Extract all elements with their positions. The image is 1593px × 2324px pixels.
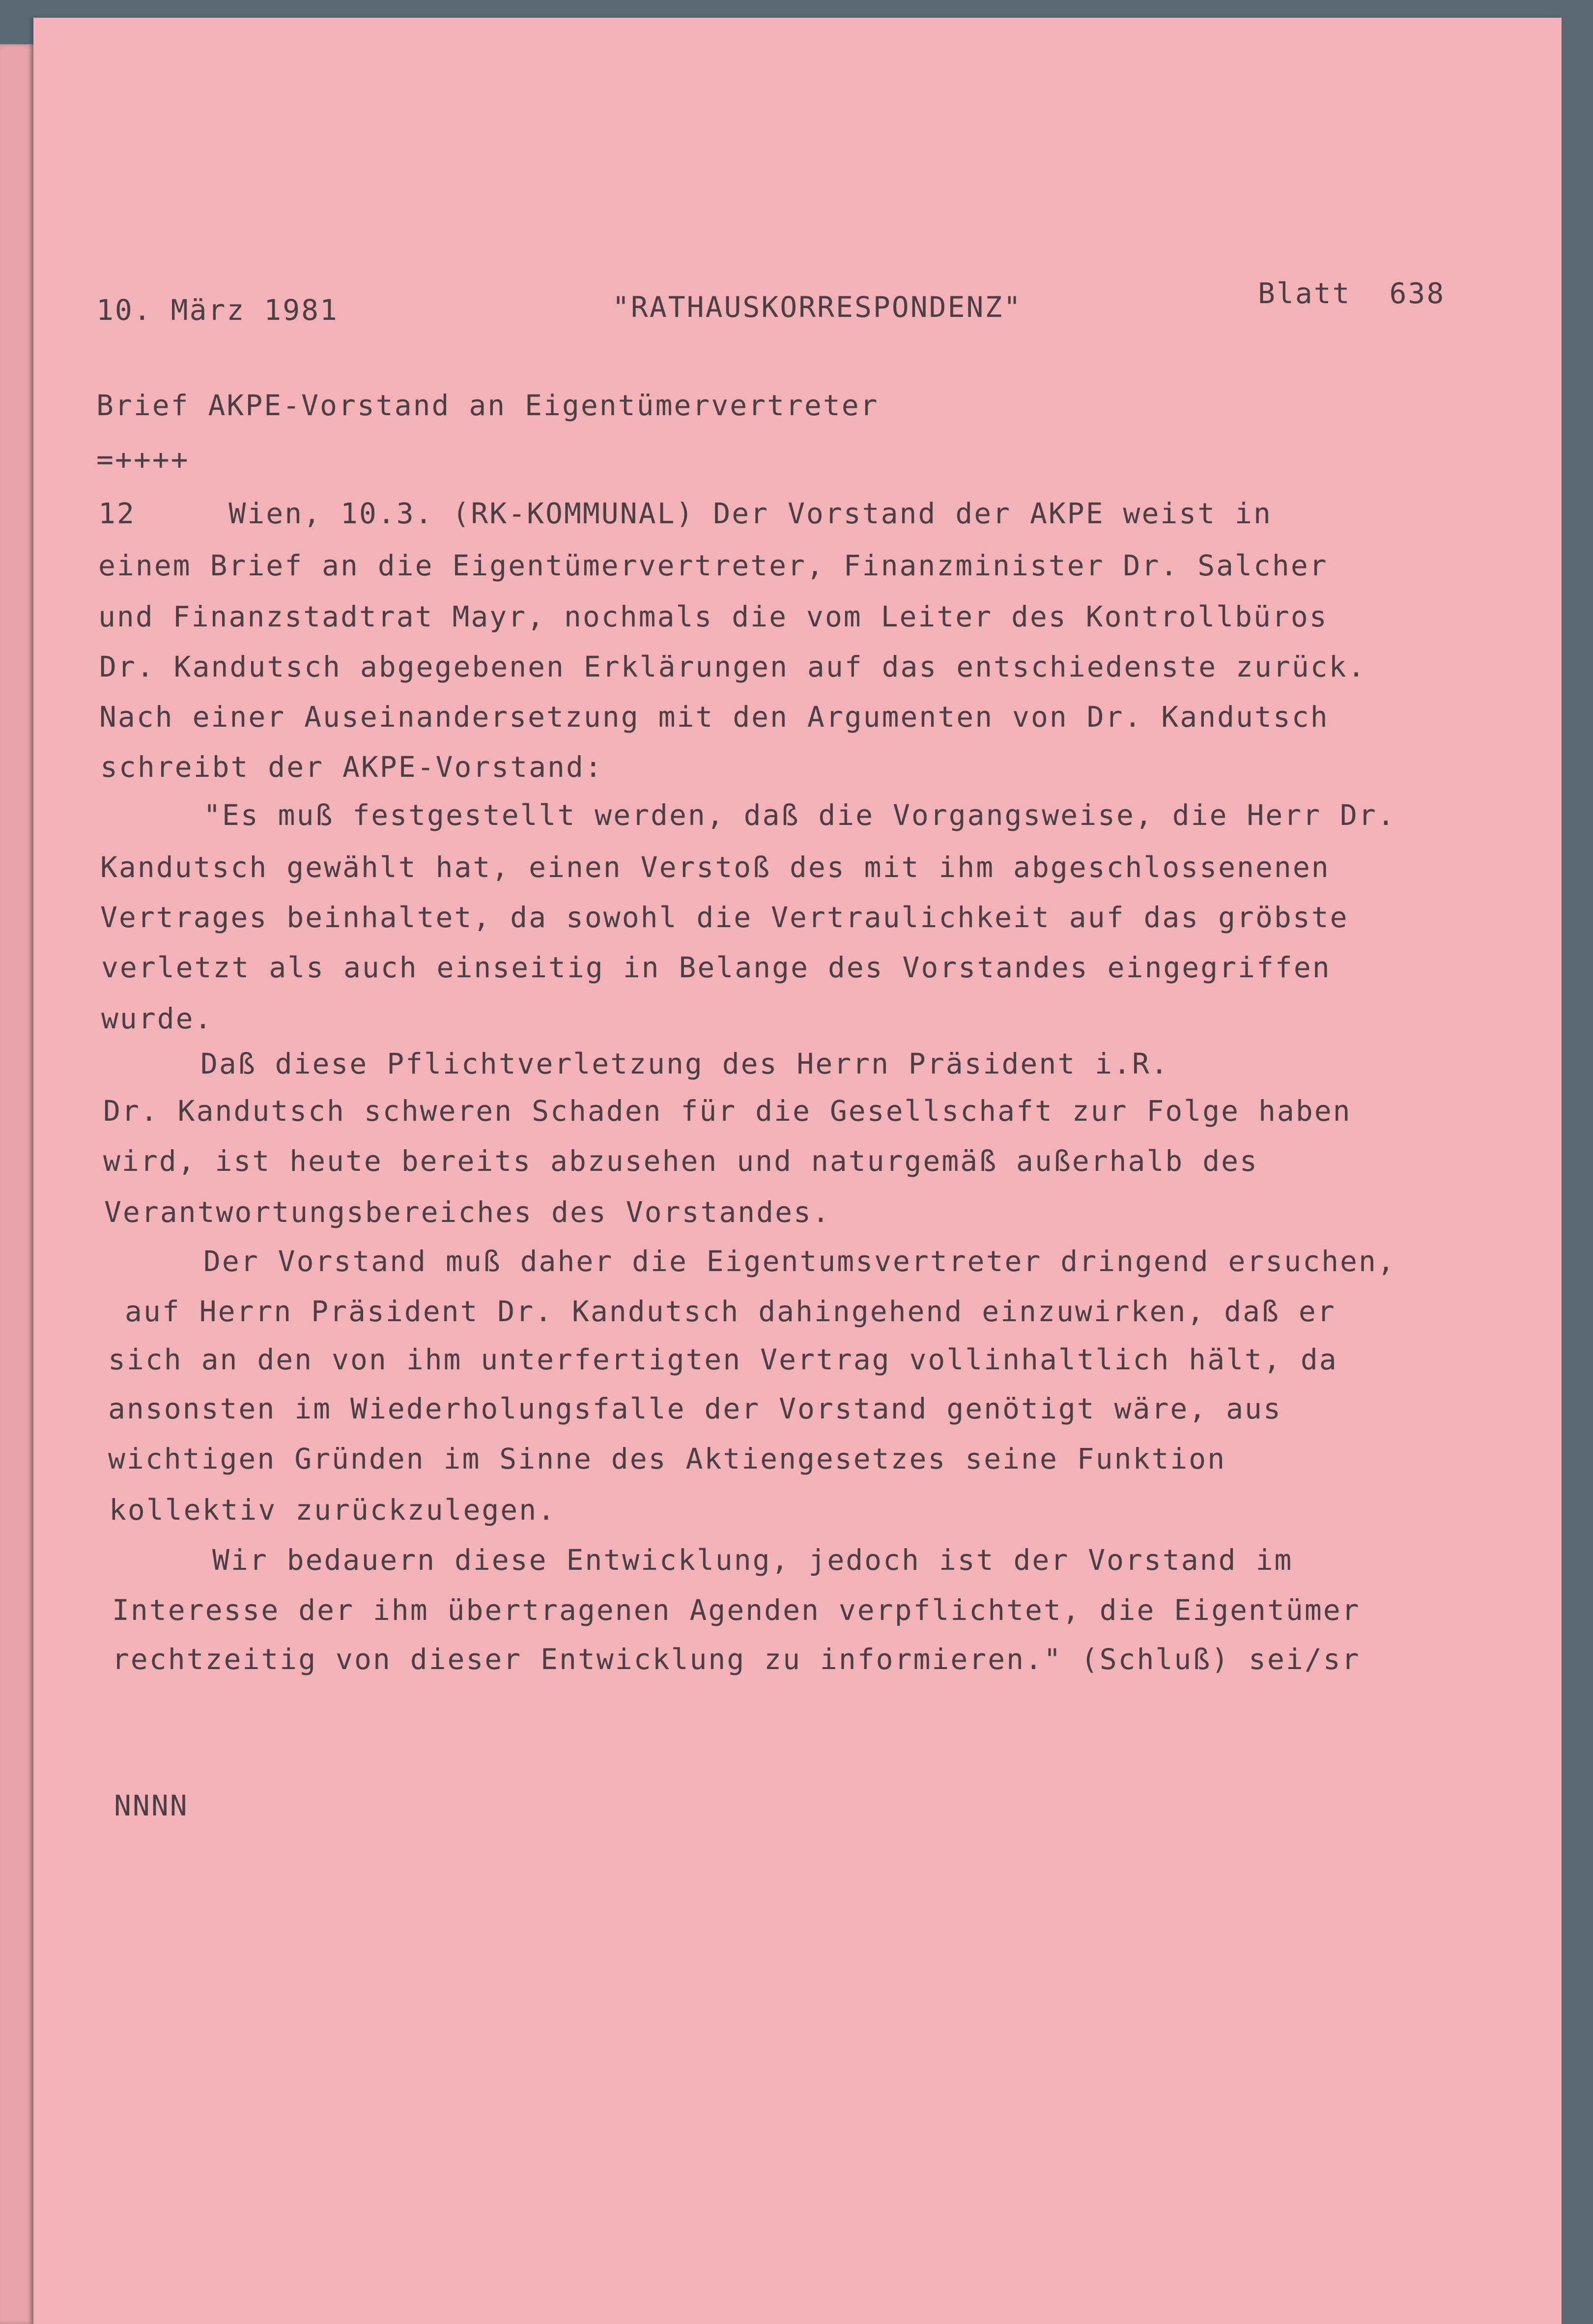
body-line: rechtzeitig von dieser Entwicklung zu informieren." (Schluß) sei/sr bbox=[112, 1643, 1361, 1676]
body-line: Daß diese Pflichtverletzung des Herrn Präsident i.R. bbox=[200, 1047, 1169, 1080]
body-line: Dr. Kandutsch abgegebenen Erklärungen auf das entschiedenste zurück. bbox=[99, 650, 1366, 683]
header-date: 10. März 1981 bbox=[96, 293, 339, 327]
header-publication: "RATHAUSKORRESPONDENZ" bbox=[612, 290, 1023, 324]
typed-page bbox=[33, 18, 1562, 2324]
body-line: verletzt als auch einseitig in Belange des Vorstandes eingegriffen bbox=[101, 951, 1331, 984]
body-line: schreibt der AKPE-Vorstand: bbox=[100, 750, 603, 784]
body-line: wird, ist heute bereits abzusehen und naturgemäß außerhalb des bbox=[103, 1144, 1258, 1178]
headline-separator: =++++ bbox=[96, 443, 190, 476]
body-line: Interesse der ihm übertragenen Agenden verpflichtet, die Eigentümer bbox=[112, 1593, 1361, 1627]
headline: Brief AKPE-Vorstand an Eigentümervertreter bbox=[96, 389, 879, 422]
body-line: Wir bedauern diese Entwicklung, jedoch ist der Vorstand im bbox=[212, 1543, 1293, 1577]
body-line: 12 Wien, 10.3. (RK-KOMMUNAL) Der Vorstand der AKPE weist in bbox=[98, 497, 1272, 530]
body-line: ansonsten im Wiederholungsfalle der Vorstand genötigt wäre, aus bbox=[108, 1392, 1282, 1425]
body-line: Dr. Kandutsch schweren Schaden für die Gesellschaft zur Folge haben bbox=[103, 1094, 1352, 1128]
header-sheet-number: Blatt 638 bbox=[1258, 277, 1446, 310]
body-line: wichtigen Gründen im Sinne des Aktiengesetzes seine Funktion bbox=[108, 1442, 1226, 1475]
end-mark: NNNN bbox=[114, 1789, 189, 1822]
body-line: Kandutsch gewählt hat, einen Verstoß des mit ihm abgeschlossenenen bbox=[100, 850, 1330, 884]
body-line: Vertrages beinhaltet, da sowohl die Vertraulichkeit auf das gröbste bbox=[100, 901, 1349, 934]
body-line: kollektiv zurückzulegen. bbox=[109, 1493, 557, 1527]
body-line: und Finanzstadtrat Mayr, nochmals die vom Leiter des Kontrollbüros bbox=[98, 600, 1328, 633]
body-line: Nach einer Auseinandersetzung mit den Argumenten von Dr. Kandutsch bbox=[99, 700, 1329, 734]
body-line: "Es muß festgestellt werden, daß die Vorgangsweise, die Herr Dr. bbox=[203, 798, 1396, 832]
body-line: einem Brief an die Eigentümervertreter, Finanzminister Dr. Salcher bbox=[98, 549, 1328, 582]
body-line: auf Herrn Präsident Dr. Kandutsch dahingehend einzuwirken, daß er bbox=[125, 1295, 1336, 1328]
body-line: Der Vorstand muß daher die Eigentumsvertreter dringend ersuchen, bbox=[203, 1245, 1396, 1278]
body-line: sich an den von ihm unterfertigten Vertrag vollinhaltlich hält, da bbox=[108, 1343, 1338, 1376]
body-line: Verantwortungsbereiches des Vorstandes. bbox=[104, 1195, 831, 1229]
previous-page-edge bbox=[0, 44, 34, 2324]
body-line: wurde. bbox=[101, 1002, 213, 1035]
